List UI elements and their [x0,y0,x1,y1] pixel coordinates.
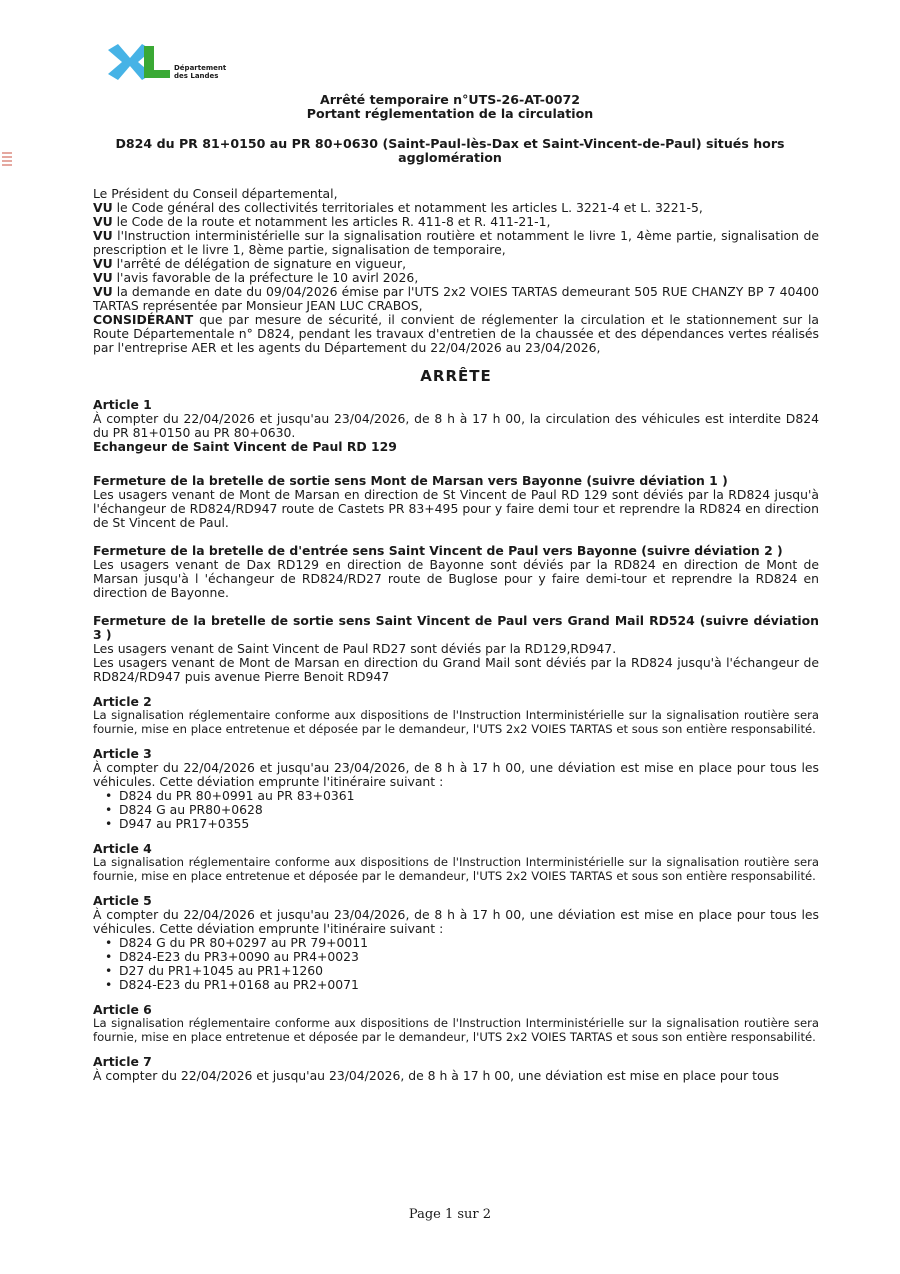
president-line: Le Président du Conseil départemental, [93,186,338,201]
article-6-title: Article 6 [93,1002,152,1017]
deviation-3-text-2: Les usagers venant de Mont de Marsan en direction du Grand Mail sont déviés par la RD824 jusqu'à l'échangeur de RD824/RD947 puis avenue Pierre Benoit RD947 [93,655,819,684]
article-5 [93,894,819,992]
deviation-3-title: Fermeture de la bretelle de sortie sens Saint Vincent de Paul vers Grand Mail RD524 (suivre déviation 3 ) [93,613,819,642]
list-item: • D824 G du PR 80+0297 au PR 79+0011 [119,936,819,950]
list-item: • D824-E23 du PR1+0168 au PR2+0071 [119,978,819,992]
echangeur-heading: Echangeur de Saint Vincent de Paul RD 129 [93,439,397,454]
vu-4-text: l'arrêté de délégation de signature en vigueur, [112,256,407,271]
article-5-text: À compter du 22/04/2026 et jusqu'au 23/04/2026, de 8 h à 17 h 00, une déviation est mise en place pour tous les véhicules. Cette déviation emprunte l'itinéraire suivant : [93,907,819,936]
article-3 [93,747,819,831]
vu-4 [93,257,819,271]
considerant [93,313,819,355]
article-2 [93,695,819,736]
vu-label: VU [93,270,113,285]
vu-label: VU [93,200,113,215]
article-4-title: Article 4 [93,841,152,856]
vu-3-text: l'Instruction interministérielle sur la signalisation routière et notamment le livre 1, 4ème partie, signalisation de prescription et le livre 1, 8ème partie, signalisation de temporaire, [93,228,819,257]
logo-name-line2: des Landes [174,72,219,80]
article-2-text: La signalisation réglementaire conforme aux dispositions de l'Instruction Interministérielle sur la signalisation routière sera fournie, mise en place entretenue et déposée par le demandeur, l'UTS 2x2 VOIES TARTAS et sous son entière responsabilité. [93,708,819,736]
article-1-text: À compter du 22/04/2026 et jusqu'au 23/04/2026, de 8 h à 17 h 00, la circulation des véhicules est interdite D824 du PR 81+0150 au PR 80+0630. [93,411,819,440]
article-6 [93,1003,819,1044]
landes-logo-icon [108,44,172,80]
decree-title-line1: Arrêté temporaire n°UTS-26-AT-0072 [319,92,581,107]
departement-logo [108,44,238,84]
article-2-title: Article 2 [93,694,152,709]
deviation-1-title: Fermeture de la bretelle de sortie sens Mont de Marsan vers Bayonne (suivre déviation 1 ) [93,473,728,488]
article-3-title: Article 3 [93,746,152,761]
vu-1-text: le Code général des collectivités territoriales et notamment les articles L. 3221-4 et L. 3221-5, [112,200,703,215]
deviation-2-text: Les usagers venant de Dax RD129 en direction de Bayonne sont déviés par la RD824 en direction de Mont de Marsan jusqu'à l 'échangeur de RD824/RD27 route de Buglose pour y faire demi-tour et reprendre la RD824 en direction de Bayonne. [93,557,819,600]
article-5-title: Article 5 [93,893,152,908]
vu-3 [93,229,819,257]
deviation-1-text: Les usagers venant de Mont de Marsan en direction de St Vincent de Paul RD 129 sont déviés par la RD824 jusqu'à l'échangeur de RD824/RD947 route de Castets PR 83+495 pour y faire demi tour et reprendre la RD824 en direction de St Vincent de Paul. [93,487,819,530]
article-6-text: La signalisation réglementaire conforme aux dispositions de l'Instruction Interministérielle sur la signalisation routière sera fournie, mise en place entretenue et déposée par le demandeur, l'UTS 2x2 VOIES TARTAS et sous son entière responsabilité. [93,1016,819,1044]
article-4-text: La signalisation réglementaire conforme aux dispositions de l'Instruction Interministérielle sur la signalisation routière sera fournie, mise en place entretenue et déposée par le demandeur, l'UTS 2x2 VOIES TARTAS et sous son entière responsabilité. [93,855,819,883]
considerant-label: CONSIDÉRANT [93,312,194,327]
vu-6 [93,285,819,313]
vu-1 [93,201,819,215]
vu-label: VU [93,214,113,229]
decree-title-line2: Portant réglementation de la circulation [306,106,594,121]
article-1-title: Article 1 [93,397,152,412]
decree-title [90,93,810,121]
vu-label: VU [93,284,113,299]
page-number: Page 1 sur 2 [408,1207,492,1222]
vu-2 [93,215,819,229]
vu-5-text: l'avis favorable de la préfecture le 10 avirl 2026, [112,270,419,285]
deviation-2-title: Fermeture de la bretelle de d'entrée sens Saint Vincent de Paul vers Bayonne (suivre déviation 2 ) [93,543,783,558]
arrete-heading: ARRÊTE [420,367,492,385]
deviation-3-text-1: Les usagers venant de Saint Vincent de Paul RD27 sont déviés par la RD129,RD947. [93,641,617,656]
vu-label: VU [93,228,113,243]
list-item: • D824 G au PR80+0628 [119,803,819,817]
list-item: • D824-E23 du PR3+0090 au PR4+0023 [119,950,819,964]
binder-marks [2,152,12,172]
article-7-title: Article 7 [93,1054,152,1069]
logo-name-line1: Département [174,64,227,72]
road-section-title [90,137,810,165]
list-item: • D947 au PR17+0355 [119,817,819,831]
list-item: • D27 du PR1+1045 au PR1+1260 [119,964,819,978]
list-item: • D824 du PR 80+0991 au PR 83+0361 [119,789,819,803]
article-7 [93,1055,819,1083]
vu-2-text: le Code de la route et notamment les articles R. 411-8 et R. 411-21-1, [112,214,551,229]
article-1 [93,398,819,684]
road-section-line2: agglomération [398,150,502,165]
article-3-text: À compter du 22/04/2026 et jusqu'au 23/04/2026, de 8 h à 17 h 00, une déviation est mise en place pour tous les véhicules. Cette déviation emprunte l'itinéraire suivant : [93,760,819,789]
article-5-itinerary [93,936,819,992]
considerant-text: que par mesure de sécurité, il convient de réglementer la circulation et le stationnement sur la Route Départementale n° D824, pendant les travaux d'entretien de la chaussée et des dépendances vertes réalisés par l'entreprise AER et les agents du Département du 22/04/2026 au 23/04/2026, [93,312,819,355]
article-4 [93,842,819,883]
decree-body [93,187,819,1083]
vu-label: VU [93,256,113,271]
vu-6-text: la demande en date du 09/04/2026 émise par l'UTS 2x2 VOIES TARTAS demeurant 505 RUE CHANZY BP 7 40400 TARTAS représentée par Monsieur JEAN LUC CRABOS, [93,284,819,313]
preamble [93,187,819,355]
logo-name [174,64,226,80]
vu-5 [93,271,819,285]
road-section-line1: D824 du PR 81+0150 au PR 80+0630 (Saint-Paul-lès-Dax et Saint-Vincent-de-Paul) situés hors [115,136,785,151]
article-7-text: À compter du 22/04/2026 et jusqu'au 23/04/2026, de 8 h à 17 h 00, une déviation est mise en place pour tous [93,1068,779,1083]
article-3-itinerary [93,789,819,831]
